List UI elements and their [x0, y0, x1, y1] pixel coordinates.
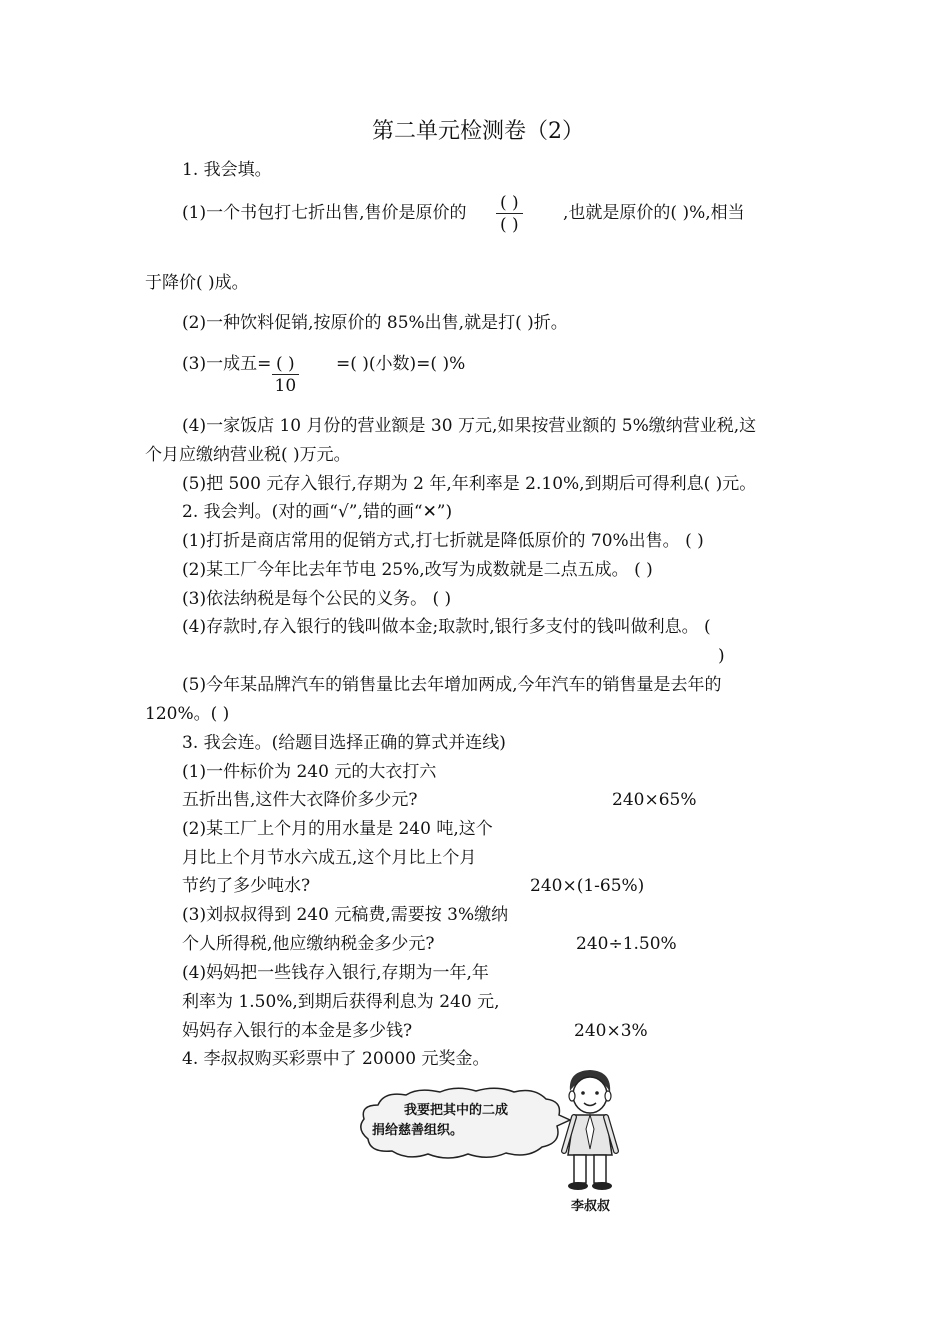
s1-q2: (2)一种饮料促销,按原价的 85%出售,就是打( )折。: [182, 313, 568, 333]
s3-q4-line3: 妈妈存入银行的本金是多少钱?: [182, 1021, 413, 1041]
s2-q4-line2: ): [718, 646, 725, 666]
s2-q3: (3)依法纳税是每个公民的义务。 ( ): [182, 589, 452, 609]
fraction-denominator: ( ): [500, 215, 519, 235]
s2-q5-line2: 120%。( ): [145, 704, 230, 724]
page-title: 第二单元检测卷（2）: [372, 119, 584, 144]
s3-q3-line1: (3)刘叔叔得到 240 元稿费,需要按 3%缴纳: [182, 905, 509, 925]
s3-expression-3: 240÷1.50%: [576, 934, 677, 954]
s3-q2-line1: (2)某工厂上个月的用水量是 240 吨,这个: [182, 819, 493, 839]
s1-q4-line2: 个月应缴纳营业税( )万元。: [145, 445, 351, 465]
speech-bubble-line1: 我要把其中的二成: [404, 1103, 509, 1118]
s3-q2-line2: 月比上个月节水六成五,这个月比上个月: [182, 848, 477, 868]
s2-q4-line1: (4)存款时,存入银行的钱叫做本金;取款时,银行多支付的钱叫做利息。 (: [182, 617, 711, 637]
s3-q1-line2: 五折出售,这件大衣降价多少元?: [182, 790, 418, 810]
s1-q1-text-before: (1)一个书包打七折出售,售价是原价的: [182, 203, 467, 223]
s2-q5-line1: (5)今年某品牌汽车的销售量比去年增加两成,今年汽车的销售量是去年的: [182, 675, 722, 695]
s1-q4-line1: (4)一家饭店 10 月份的营业额是 30 万元,如果按营业额的 5%缴纳营业税,这: [182, 416, 757, 436]
figure-caption: 李叔叔: [571, 1199, 611, 1214]
s3-q3-line2: 个人所得税,他应缴纳税金多少元?: [182, 934, 435, 954]
section-2-heading: 2. 我会判。(对的画“√”,错的画“✕”): [182, 502, 453, 522]
section-1-heading: 1. 我会填。: [182, 160, 272, 180]
fraction-numerator: ( ): [496, 193, 523, 214]
fraction-denominator: 10: [274, 376, 297, 396]
section-4-heading: 4. 李叔叔购买彩票中了 20000 元奖金。: [182, 1049, 490, 1069]
s2-q2: (2)某工厂今年比去年节电 25%,改写为成数就是二点五成。 ( ): [182, 560, 653, 580]
s3-expression-4: 240×3%: [574, 1021, 648, 1041]
s1-q1-text-after: ,也就是原价的( )%,相当: [563, 203, 745, 223]
s3-expression-1: 240×65%: [612, 790, 697, 810]
s2-q1: (1)打折是商店常用的促销方式,打七折就是降低原价的 70%出售。 ( ): [182, 531, 704, 551]
s1-q3-fraction: [272, 354, 299, 397]
s1-q1-fraction: [496, 193, 523, 236]
s3-q1-line1: (1)一件标价为 240 元的大衣打六: [182, 762, 437, 782]
s3-q4-line2: 利率为 1.50%,到期后获得利息为 240 元,: [182, 992, 500, 1012]
s3-expression-2: 240×(1-65%): [530, 876, 645, 896]
s1-q3-text-before: (3)一成五=: [182, 354, 272, 374]
s3-q2-line3: 节约了多少吨水?: [182, 876, 311, 896]
s1-q1-continuation: 于降价( )成。: [145, 273, 249, 293]
uncle-li-figure: [556, 1065, 626, 1195]
s1-q3-text-after: =( )(小数)=( )%: [336, 354, 466, 374]
s3-q4-line1: (4)妈妈把一些钱存入银行,存期为一年,年: [182, 963, 489, 983]
s1-q5: (5)把 500 元存入银行,存期为 2 年,年利率是 2.10%,到期后可得利息( )元。: [182, 474, 757, 494]
speech-bubble-line2: 捐给慈善组织。: [372, 1123, 464, 1138]
fraction-numerator: ( ): [272, 354, 299, 375]
section-3-heading: 3. 我会连。(给题目选择正确的算式并连线): [182, 733, 506, 753]
